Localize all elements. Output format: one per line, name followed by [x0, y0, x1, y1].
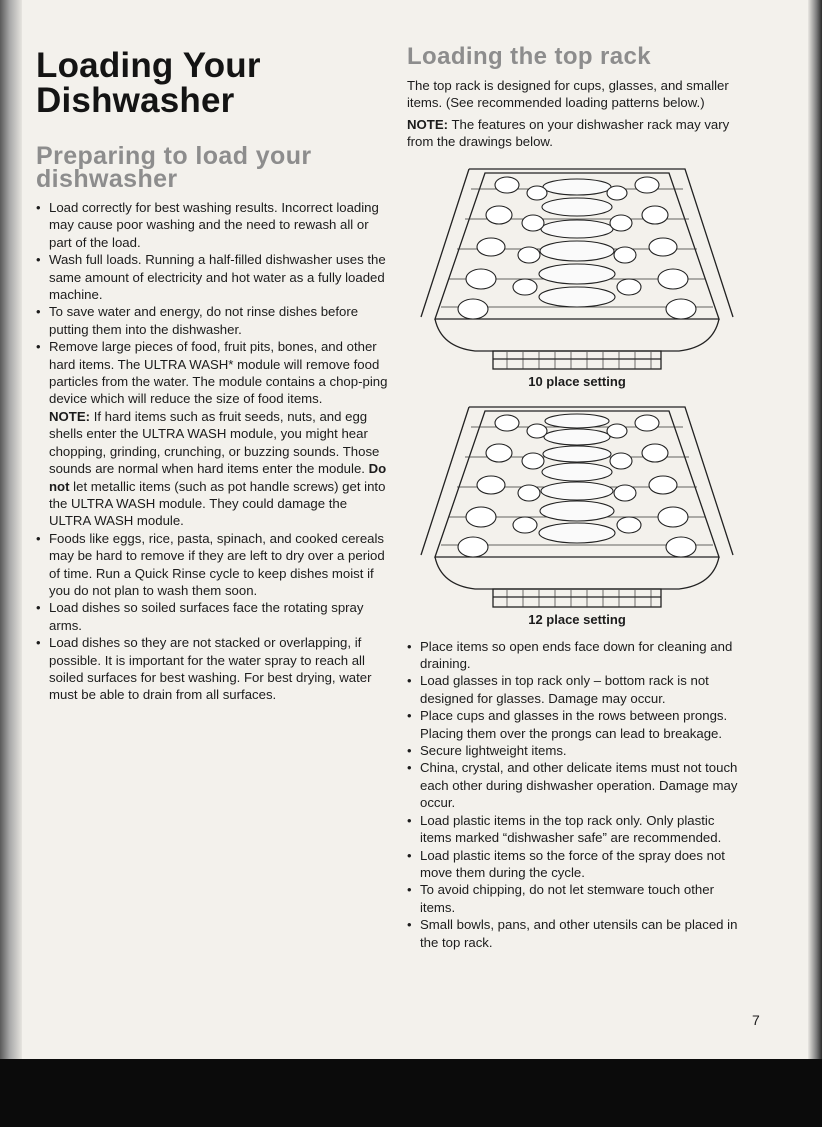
right-column: [407, 44, 747, 951]
scan-bottom-band: [0, 1059, 822, 1127]
page-number: 7: [752, 1012, 760, 1028]
caption-12-place: 12 place setting: [528, 611, 626, 627]
preparing-heading-line2: dishwasher: [36, 165, 178, 193]
page-shadow-left: [0, 0, 22, 1060]
preparing-bullet-4: [36, 338, 388, 529]
note-text-a: If hard items such as fruit seeds, nuts, and egg shells enter the ULTRA WASH module, you might hear chopping, grinding, crunching, or buzzing sounds. Those sounds are normal when hard items enter the module.: [49, 408, 380, 477]
top-rack-bullet: • China, crystal, and other delicate items must not touch each other during dishwasher operation. Damage may occur.: [407, 759, 747, 811]
preparing-bullet-4-text: Remove large pieces of food, fruit pits, bones, and other hard items. The ULTRA WASH* module will remove food particles from the water. The module contains a chop-ping device which will reduce the size of food items.: [49, 339, 388, 407]
top-rack-bullet: • Place items so open ends face down for cleaning and draining.: [407, 638, 747, 673]
ultra-wash-note: [49, 408, 388, 530]
page-title-line1: Loading Your: [36, 46, 261, 85]
preparing-bullet-6: • Load dishes so soiled surfaces face the rotating spray arms.: [36, 599, 388, 634]
rack-12-place-illustration: [407, 397, 747, 611]
top-rack-note: [407, 116, 747, 151]
left-column: [36, 48, 388, 704]
note-do-not: Do not: [49, 461, 387, 494]
top-rack-bullet: • To avoid chipping, do not let stemware touch other items.: [407, 881, 747, 916]
rack-10-place-illustration: [407, 159, 747, 373]
top-rack-bullet: • Secure lightweight items.: [407, 742, 747, 759]
top-rack-bullet: • Load plastic items in the top rack only. Only plastic items marked “dishwasher safe” are recommended.: [407, 812, 747, 847]
preparing-heading-line1: Preparing to load your: [36, 142, 312, 170]
page-title-line2: Dishwasher: [36, 81, 235, 120]
caption-10-place: 10 place setting: [528, 373, 626, 389]
top-rack-bullet: • Place cups and glasses in the rows between prongs. Placing them over the prongs can lead to breakage.: [407, 707, 747, 742]
preparing-bullet-2: • Wash full loads. Running a half-filled dishwasher uses the same amount of electricity and hot water as a fully loaded machine.: [36, 251, 388, 303]
preparing-bullet-5: • Foods like eggs, rice, pasta, spinach, and cooked cereals may be hard to remove if they are left to dry over a period of time. Run a Quick Rinse cycle to keep dishes moist if you do not plan to wash them soon.: [36, 530, 388, 600]
top-rack-bullet: • Small bowls, pans, and other utensils can be placed in the top rack.: [407, 916, 747, 951]
top-rack-bullet: • Load glasses in top rack only – bottom rack is not designed for glasses. Damage may occur.: [407, 672, 747, 707]
top-rack-note-text: The features on your dishwasher rack may vary from the drawings below.: [407, 116, 730, 150]
page-title: [36, 48, 388, 118]
top-rack-heading: Loading the top rack: [407, 43, 652, 70]
preparing-bullet-3: • To save water and energy, do not rinse dishes before putting them into the dishwasher.: [36, 303, 388, 338]
top-rack-intro: The top rack is designed for cups, glasses, and smaller items. (See recommended loading patterns below.): [407, 78, 729, 111]
note-label: NOTE:: [49, 408, 91, 424]
preparing-bullet-1: • Load correctly for best washing results. Incorrect loading may cause poor washing and the need to rewash all or part of the load.: [36, 199, 388, 251]
note-text-b: let metallic items (such as pot handle screws) get into the ULTRA WASH module. They could damage the ULTRA WASH module.: [49, 478, 386, 529]
top-rack-list: [407, 638, 747, 951]
preparing-heading: [36, 142, 388, 193]
top-rack-bullet: • Load plastic items so the force of the spray does not move them during the cycle.: [407, 847, 747, 882]
top-rack-note-label: NOTE:: [407, 116, 449, 132]
preparing-bullet-7: • Load dishes so they are not stacked or overlapping, if possible. It is important for the water spray to reach all soiled surfaces for best washing. For best drying, water must be able to drain from all surfaces.: [36, 634, 388, 704]
preparing-list: [36, 199, 388, 704]
page-shadow-right: [808, 0, 822, 1060]
